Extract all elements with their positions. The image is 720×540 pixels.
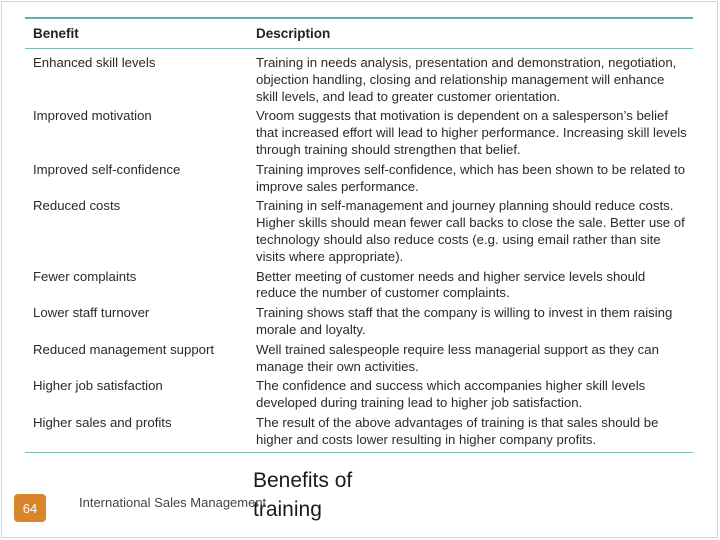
table-body (25, 49, 693, 449)
benefit-cell: Reduced costs (33, 198, 121, 214)
table-row (25, 305, 693, 339)
table-bottom-rule (25, 452, 693, 453)
benefit-cell: Enhanced skill levels (33, 55, 156, 70)
table-row (25, 108, 693, 158)
description-cell: Well trained salespeople require less managerial support as they can manage their own activities. (256, 341, 659, 374)
footer-text: International Sales Management (79, 495, 267, 510)
description-cell: Training improves self-confidence, which has been shown to be related to improve sales performance. (256, 161, 686, 194)
description-cell: Training in self-management and journey planning should reduce costs. Higher skills should mean fewer call backs to close the sale. Better use of technology should also reduce costs (e.g. using email rather than site visits where appropriate). (256, 198, 685, 264)
benefit-cell: Improved self-confidence (33, 161, 181, 177)
description-cell: The confidence and success which accompanies higher skill levels developed during training lead to higher job satisfaction. (256, 378, 646, 411)
description-cell: Better meeting of customer needs and higher service levels should reduce the number of customer complaints. (256, 268, 646, 301)
page-number-badge: 64 (14, 494, 46, 522)
description-cell: Vroom suggests that motivation is dependent on a salesperson’s belief that increased effort will lead to higher performance. Increasing skill levels through training should strengthen that belief. (256, 108, 687, 157)
description-cell: Training shows staff that the company is willing to invest in them raising morale and loyalty. (256, 305, 673, 337)
benefit-cell: Lower staff turnover (33, 305, 150, 321)
benefit-cell: Reduced management support (33, 341, 215, 357)
benefit-cell: Improved motivation (33, 108, 152, 124)
benefit-cell: Higher job satisfaction (33, 378, 163, 394)
table-row (25, 55, 693, 105)
description-cell: The result of the above advantages of training is that sales should be higher and costs lower resulting in higher company profits. (256, 414, 659, 447)
table-row (25, 342, 693, 376)
header-benefit: Benefit (33, 26, 79, 41)
table-row (25, 378, 693, 412)
benefits-table (25, 17, 693, 453)
slide-title: Benefits of training (253, 469, 353, 521)
description-cell: Training in needs analysis, presentation and demonstration, negotiation, objection handling, closing and relationship management will enhance skill levels, and lead to greater customer orientation. (256, 55, 677, 104)
table-header-row (25, 19, 693, 48)
table-row (25, 198, 693, 265)
benefit-cell: Higher sales and profits (33, 414, 172, 430)
table-row (25, 415, 693, 449)
benefit-cell: Fewer complaints (33, 268, 137, 284)
table-row (25, 269, 693, 303)
table-row (25, 162, 693, 196)
header-description: Description (256, 26, 331, 41)
